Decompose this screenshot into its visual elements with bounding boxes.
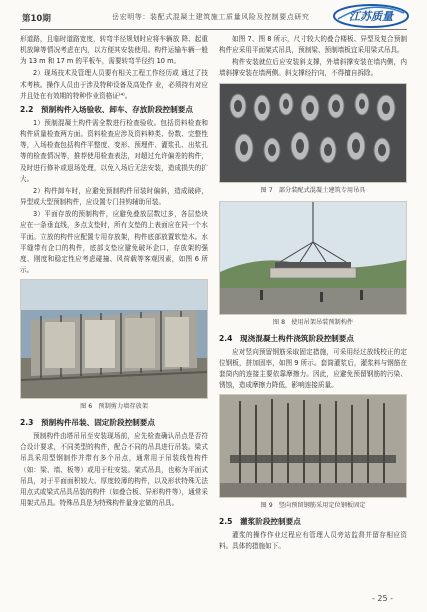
- figure-9-photo: [219, 394, 407, 498]
- paragraph: 形道路，且临时道路宽度，转弯半径规划时应将车辆放 降、起重机放障等情况考虑在内，以方便其安装使用。构件运输车辆一般为 13 m 和 17 m 的平板车，需要转弯半径约 10 m。: [20, 35, 208, 66]
- issue-number: 第10期: [22, 14, 51, 24]
- paragraph: 预制构件由塔吊吊至安装现场前，应先检查确认吊点是否符合设计要求，不同类型的构件，配合不同的吊具进行吊装。梁式吊具采用型钢制作并带有多个吊点，通常用于吊装线性构件（如：梁、墙、板等）或用于柱安装。架式吊具，也称为平面式吊具，对于平面面积较大、厚度较薄的构件，以及形状特殊无法用点式或梁式吊具吊装的构件（如叠合板、异形构件等），通常采用架式吊具。特殊吊具是为特殊构件量身定做的吊具。: [20, 432, 208, 508]
- figure-8-caption: 图 8 使用吊架吊装预制构件: [272, 318, 354, 326]
- right-column: [219, 34, 407, 592]
- figure-8-photo: [219, 201, 407, 315]
- crane-lifting-photo: [220, 202, 406, 314]
- journal-logo: [332, 3, 410, 29]
- section-heading-2-3: 2.3 预制构件吊装、固定阶段控制要点: [20, 418, 155, 428]
- svg-text:江苏质量: 江苏质量: [349, 10, 393, 23]
- lifting-hooks-photo: [220, 84, 406, 182]
- section-heading-2-5: 2.5 灌浆阶段控制要点: [219, 517, 301, 527]
- paragraph: 2）构件卸车时，应避免预制构件吊装时偏斜，造成破碎，异型或大型预制构件，应设置专门挂钩辅助吊装。: [20, 186, 208, 207]
- paragraph: 2）现场技术及管理人员要有相关工程工作经历或 通过了技术考核。操作人员由于涉及特种设备及高处作 业，必须持有对应并且处在有效期的特种作业资格证⁽⁴⁾。: [20, 69, 208, 100]
- paragraph: 1）预制混凝土构件需全数进行检查验收。包括资料检查和构件质量检查两方面。资料检查应涉及资料种类、份数、完整性等，入场检查包括构件平整度、变形、预埋件、灌浆孔、出浆孔等的检查情况等，推荐使用检查表法，对超过允许偏差的构件，及时进行修补或退场处理，以免入场后无法安装，造成损失的扩大。: [20, 118, 208, 183]
- paragraph: 应对竖向预留钢筋采取固定措施，可采用经过放线校正的定位钢板，拼加固率，如图 9 所示。套筒灌浆后，灌浆料与钢筋在套筒内的连接主要依靠摩擦力。因此，应避免预留钢筋的污染、锈蚀，造成摩擦力降低，影响连接质量。: [219, 347, 407, 390]
- paragraph: 灌浆的操作作业过程应有管理人员旁站监督并留存相应资料。具体的措施如下。: [219, 531, 407, 551]
- figure-7-photo: [219, 83, 407, 183]
- rebar-positioning-plate-photo: [220, 395, 406, 497]
- section-heading-2-2: 2.2 预制构件入场验收、卸车、存放阶段控制要点: [20, 104, 193, 114]
- paragraph: 3）平面存放的预制构件，应避免叠放层数过多，各层垫块应在一条垂直线，多点支垫时，所有支垫的上表面应在同一个水平面。立放的构件应配置专用存放架，构件底部放置软垫木。水平缝带有企口的构件，底部支垫应避免破坏企口，存放架的强度、刚度和稳定性应考虑碰撞、风荷载等客观因素，如图 6 所示。: [20, 210, 208, 274]
- running-title: 岳宏明等：装配式混凝土建筑施工质量风险及控制要点研究: [112, 13, 310, 21]
- figure-9-caption: 图 9 竖向预留钢筋采用定位钢板固定: [260, 502, 366, 510]
- figure-6-photo: [20, 279, 208, 399]
- figure-6-caption: 图 6 预制剪力墙存放架: [80, 403, 148, 411]
- storage-rack-photo: [21, 280, 207, 398]
- section-heading-2-4: 2.4 现浇混凝土构件浇筑阶段控制要点: [219, 333, 354, 343]
- header-rule: [20, 29, 407, 30]
- figure-7-caption: 图 7 部分装配式混凝土建筑专用吊具: [260, 186, 366, 194]
- paragraph: 构件安装就位后应安装斜支撑，外墙斜撑安装在墙内侧，内墙斜撑安装在墙两侧。斜支撑经拧向，不得擅自拆除。: [219, 58, 407, 78]
- paragraph: 如图 7、图 8 所示，尺寸较大的叠合楼板、异型及复合预制构件应采用平面架式吊具，预制梁、预制墙板宜采用梁式吊具。: [219, 35, 407, 55]
- page-number: - 25 -: [372, 594, 394, 603]
- running-header: [0, 0, 427, 36]
- left-column: [20, 34, 208, 592]
